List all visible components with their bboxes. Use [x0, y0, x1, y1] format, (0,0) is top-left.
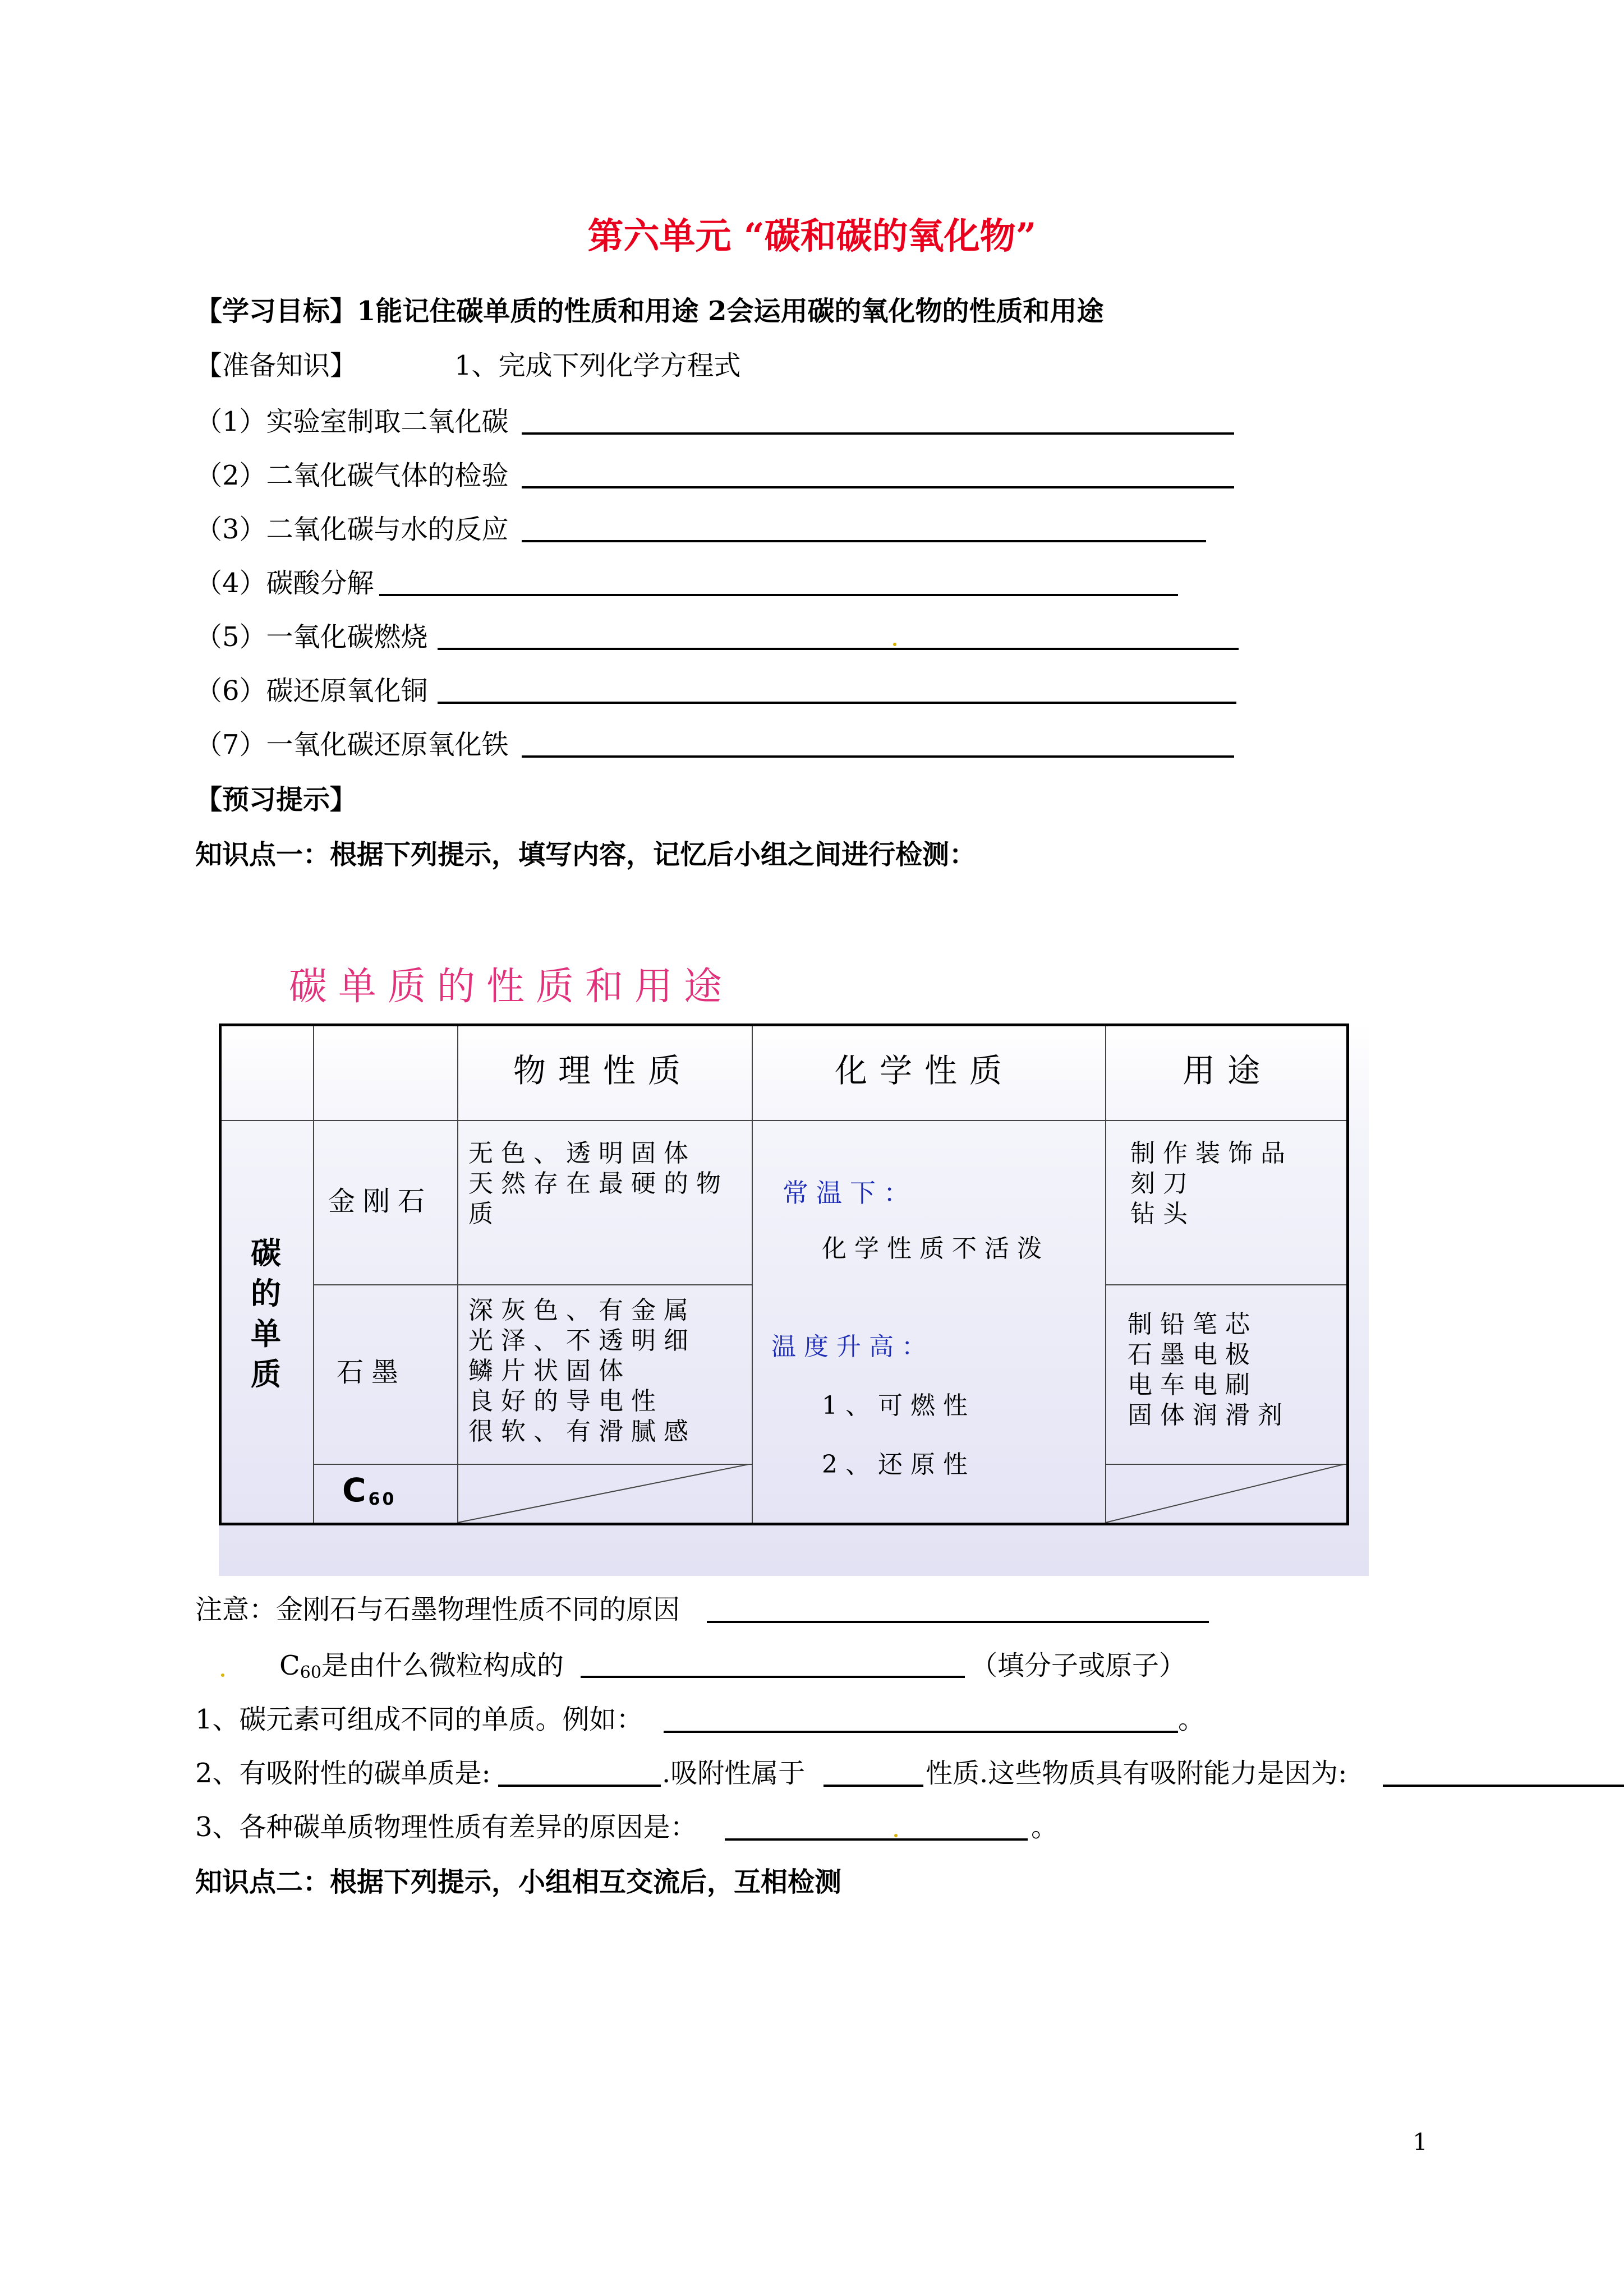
- diamond-use-2: 刻刀: [1130, 1169, 1195, 1198]
- diamond-name: 金刚石: [328, 1186, 433, 1217]
- diamond-use-1: 制作装饰品: [1130, 1139, 1293, 1168]
- equation-1: （1）实验室制取二氧化碳: [195, 406, 509, 437]
- c60-use-empty-slash: [1105, 1464, 1346, 1523]
- note-1-blank[interactable]: [707, 1621, 1209, 1623]
- graphite-physical-1: 深灰色、有金属: [468, 1296, 696, 1325]
- equation-3-blank[interactable]: [522, 540, 1206, 542]
- question-3: 3、各种碳单质物理性质有差异的原因是：: [195, 1811, 697, 1843]
- diamond-physical-2: 天然存在最硬的物: [468, 1169, 729, 1198]
- equation-6-blank[interactable]: [438, 702, 1236, 704]
- question-3-end: 。: [1031, 1811, 1059, 1843]
- question-2-a: 2、有吸附性的碳单质是:: [195, 1758, 491, 1789]
- page-number: 1: [1413, 2128, 1428, 2156]
- carbon-properties-table: [219, 1023, 1349, 1525]
- equation-6: （6）碳还原氧化铜: [195, 675, 428, 707]
- graphite-name: 石墨: [337, 1357, 407, 1388]
- decorative-dot: [893, 643, 896, 646]
- c60-physical-empty-slash: [457, 1464, 752, 1523]
- chem-item-1: 1、可燃性: [822, 1391, 976, 1420]
- diamond-physical-3: 质: [468, 1200, 501, 1228]
- diamond-physical-1: 无色、透明固体: [468, 1139, 696, 1168]
- decorative-dot: [894, 1834, 898, 1837]
- header-physical: 物理性质: [513, 1052, 693, 1090]
- equation-4: （4）碳酸分解: [195, 568, 374, 599]
- note-1: 注意：金刚石与石墨物理性质不同的原因: [195, 1594, 680, 1625]
- page-title: 第六单元 “碳和碳的氧化物”: [587, 215, 1037, 257]
- question-2-blank-1[interactable]: [498, 1785, 661, 1787]
- knowledge-point-2: 知识点二：根据下列提示，小组相互交流后，互相检测: [195, 1866, 842, 1898]
- note-2: $C_{60}$是由什么微粒构成的: [279, 1650, 564, 1682]
- question-3-blank[interactable]: [725, 1838, 1028, 1841]
- equation-5-blank[interactable]: [438, 648, 1239, 650]
- chem-item-2: 2、还原性: [822, 1450, 976, 1479]
- chem-normal-text: 化学性质不活泼: [822, 1234, 1050, 1263]
- graphite-physical-2: 光泽、不透明细: [468, 1326, 696, 1355]
- knowledge-point-1: 知识点一：根据下列提示，填写内容，记忆后小组之间进行检测：: [195, 839, 977, 870]
- learning-objectives: 【学习目标】1能记住碳单质的性质和用途 2会运用碳的氧化物的性质和用途: [195, 296, 1104, 327]
- graphite-use-3: 电车电刷: [1128, 1371, 1258, 1399]
- question-1-end: 。: [1178, 1704, 1206, 1735]
- equation-7-blank[interactable]: [522, 755, 1234, 758]
- graphite-physical-3: 鳞片状固体: [468, 1357, 631, 1385]
- chem-normal-label: 常温下：: [783, 1178, 917, 1208]
- equation-1-blank[interactable]: [522, 432, 1234, 435]
- group-label: 碳的单质: [251, 1235, 281, 1392]
- header-use: 用途: [1183, 1052, 1273, 1090]
- prep-label: 【准备知识】: [195, 350, 357, 381]
- graphite-physical-4: 良好的导电性: [468, 1387, 664, 1416]
- equation-2: （2）二氧化碳气体的检验: [195, 460, 509, 491]
- equation-5: （5）一氧化碳燃烧: [195, 621, 428, 653]
- prep-text: 1、完成下列化学方程式: [454, 350, 741, 381]
- equation-4-blank[interactable]: [379, 594, 1178, 596]
- note-2-blank[interactable]: [581, 1676, 965, 1678]
- question-2-blank-2[interactable]: [823, 1785, 923, 1787]
- question-2-blank-3[interactable]: [1383, 1785, 1624, 1787]
- equation-2-blank[interactable]: [522, 486, 1234, 488]
- question-1: 1、碳元素可组成不同的单质。例如：: [195, 1704, 643, 1735]
- preview-label: 【预习提示】: [195, 784, 357, 815]
- graphite-use-2: 石墨电极: [1128, 1340, 1258, 1369]
- chem-heat-label: 温度升高：: [771, 1333, 934, 1361]
- question-2-c: 性质.这些物质具有吸附能力是因为:: [926, 1758, 1347, 1789]
- equation-7: （7）一氧化碳还原氧化铁: [195, 729, 509, 760]
- note-2-tail: （填分子或原子）: [970, 1650, 1186, 1681]
- graphite-use-1: 制铅笔芯: [1128, 1310, 1258, 1339]
- graphite-use-4: 固体润滑剂: [1128, 1401, 1290, 1430]
- header-chemical: 化学性质: [835, 1052, 1015, 1090]
- question-1-blank[interactable]: [664, 1731, 1178, 1733]
- decorative-dot: [221, 1673, 224, 1677]
- diamond-use-3: 钻头: [1130, 1200, 1195, 1228]
- c60-name: $C_{60}$: [342, 1471, 397, 1509]
- figure-title: 碳单质的性质和用途: [289, 965, 734, 1009]
- equation-3: （3）二氧化碳与水的反应: [195, 514, 509, 545]
- question-2-b: .吸附性属于: [662, 1758, 806, 1789]
- graphite-physical-5: 很软、有滑腻感: [468, 1417, 696, 1446]
